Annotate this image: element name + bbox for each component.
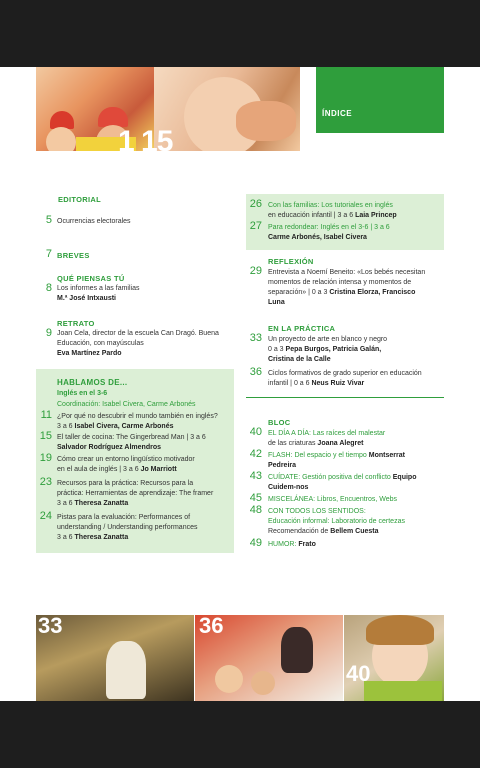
- entry-author: M.ª José Intxausti: [57, 295, 116, 302]
- entry-title: Ciclos formativos de grado superior en educación: [268, 370, 422, 377]
- child-bw-art-photo: [36, 615, 194, 701]
- toc-entry[interactable]: [57, 412, 218, 432]
- entry-title-cont: Educación, con mayúsculas: [57, 340, 144, 347]
- entry-author: Theresa Zanatta: [74, 500, 129, 507]
- section-retrato: RETRATO: [57, 319, 95, 328]
- entry-age: 3 a 6: [57, 423, 73, 430]
- entry-title: Con las familias: Los tutoriales en inglés: [268, 202, 393, 209]
- page-num: 48: [249, 504, 262, 516]
- teacher-figure: [281, 627, 313, 673]
- entry-title: Cómo crear un entorno lingüístico motivador: [57, 456, 195, 463]
- entry-author: Jo Marriott: [140, 466, 177, 473]
- entry-author-cont: Pedreira: [268, 462, 297, 469]
- entry-author: Pepa Burgos, Patricia Galán,: [285, 346, 382, 353]
- entry-title: Para redondear: Inglés en el 3-6 | 3 a 6: [268, 224, 390, 231]
- entry-author-cont: Luna: [268, 299, 285, 306]
- entry-author: Joana Alegret: [317, 440, 364, 447]
- toc-entry[interactable]: [268, 268, 425, 308]
- toc-entry[interactable]: MISCELÁNEA: Libros, Encuentros, Webs: [268, 496, 398, 503]
- toc-entry[interactable]: [268, 540, 316, 550]
- section-bloc: BLOC: [268, 418, 291, 427]
- entry-title: CUÍDATE: Gestión positiva del conflicto: [268, 474, 391, 481]
- entry-age: en el aula de inglés | 3 a 6: [57, 466, 139, 473]
- child-hand: [236, 101, 296, 141]
- entry-title-cont: práctica: Herramientas de aprendizaje: The framer: [57, 490, 214, 497]
- page-num: 29: [249, 265, 262, 277]
- entry-title-cont: Educación informal: Laboratorio de certezas: [268, 518, 405, 525]
- child-head: [215, 665, 243, 693]
- entry-author-cont: Cristina de la Calle: [268, 356, 331, 363]
- toc-entry[interactable]: Ocurrencias electorales: [57, 218, 131, 225]
- toc-entry[interactable]: [268, 335, 387, 365]
- page-num: 45: [249, 492, 262, 504]
- entry-age: separación» | 0 a 3: [268, 289, 328, 296]
- toc-entry[interactable]: [268, 201, 397, 221]
- toc-entry[interactable]: [57, 329, 219, 359]
- entry-title: ¿Por qué no descubrir el mundo también en inglés?: [57, 413, 218, 420]
- page-num: 23: [39, 476, 52, 488]
- bottom-bar: [0, 701, 480, 768]
- entry-author: Theresa Zanatta: [74, 534, 129, 541]
- entry-title: Entrevista a Noemí Beneito: «Los bebés necesitan: [268, 269, 426, 276]
- entry-title-cont: momentos de relación intensa y momentos de: [268, 279, 412, 286]
- toc-entry[interactable]: [57, 433, 206, 453]
- entry-title: EL DÍA A DÍA: Las raíces del malestar: [268, 430, 386, 437]
- page-num: 36: [249, 366, 262, 378]
- child-head: [251, 671, 275, 695]
- page-overlay-number: 40: [346, 661, 371, 686]
- entry-author: Frato: [298, 541, 316, 548]
- toc-entry[interactable]: [57, 455, 195, 475]
- page-num: 7: [45, 248, 52, 260]
- top-bar: [0, 0, 480, 67]
- green-shirt: [364, 681, 442, 701]
- toc-entry[interactable]: [268, 473, 416, 493]
- entry-title: Joan Cela, director de la escuela Can Dragó. Buena: [57, 330, 219, 337]
- hablamos-coordination: Coordinación: Isabel Civera, Carme Arbonés: [57, 401, 196, 408]
- page-num: 24: [39, 510, 52, 522]
- page-overlay-number: 36: [199, 615, 224, 638]
- entry-title-cont: en educación infantil | 3 a 6: [268, 212, 354, 219]
- entry-title-cont: understanding / Understanding performances: [57, 524, 198, 531]
- toc-entry[interactable]: [268, 507, 405, 537]
- toc-entry[interactable]: [268, 223, 390, 243]
- toc-entry[interactable]: [268, 429, 385, 449]
- entry-title: CON TODOS LOS SENTIDOS:: [268, 508, 366, 515]
- child-portrait-photo: [344, 615, 444, 701]
- magazine-page: [0, 67, 480, 701]
- index-banner: [316, 67, 444, 133]
- entry-author-cont: Cuidem-nos: [268, 484, 309, 491]
- entry-author: Salvador Rodríguez Almendros: [57, 444, 161, 451]
- page-num: 19: [39, 452, 52, 464]
- child-hair: [366, 615, 434, 645]
- page-num: 26: [249, 198, 262, 210]
- entry-age: 3 a 6: [57, 500, 73, 507]
- hablamos-subtitle: Inglés en el 3-6: [57, 390, 108, 397]
- section-practica: EN LA PRÁCTICA: [268, 324, 336, 333]
- toc-entry[interactable]: [57, 479, 213, 509]
- toc-entry[interactable]: [268, 369, 422, 389]
- page-num: 33: [249, 332, 262, 344]
- page-num: 43: [249, 470, 262, 482]
- page-num: 8: [45, 282, 52, 294]
- entry-title: HUMOR:: [268, 541, 297, 548]
- entry-author: Neus Ruiz Vivar: [311, 380, 365, 387]
- entry-title: Pistas para la evaluación: Performances of: [57, 514, 191, 521]
- page-num: 15: [39, 430, 52, 442]
- page-num: 9: [45, 327, 52, 339]
- section-breves[interactable]: BREVES: [57, 251, 90, 260]
- page-num: 27: [249, 220, 262, 232]
- entry-title-cont: Recomendación de: [268, 528, 329, 535]
- page-num: 40: [249, 426, 262, 438]
- entry-author: Isabel Civera, Carme Arbonés: [74, 423, 174, 430]
- child-cooking-photo: [154, 67, 300, 151]
- classroom-photo: [195, 615, 343, 701]
- page-overlay-number: 33: [38, 615, 63, 638]
- entry-title: Recursos para la práctica: Recursos para la: [57, 480, 194, 487]
- child-figure: [106, 641, 146, 699]
- entry-author: Carme Arbonés, Isabel Civera: [268, 234, 367, 241]
- child-face: [46, 127, 76, 151]
- entry-author: Bellem Cuesta: [330, 528, 379, 535]
- red-cap: [98, 107, 128, 127]
- index-title: ÍNDICE: [322, 109, 353, 118]
- entry-age: 0 a 3: [268, 346, 284, 353]
- divider: [246, 397, 444, 398]
- toc-entry[interactable]: [268, 451, 405, 471]
- entry-author: Equipo: [392, 474, 417, 481]
- entry-title: El taller de cocina: The Gingerbread Man | 3 a 6: [57, 434, 206, 441]
- entry-author: Montserrat: [368, 452, 405, 459]
- page-num: 5: [45, 214, 52, 226]
- page-num: 11: [40, 409, 52, 421]
- entry-title: Un proyecto de arte en blanco y negro: [268, 336, 388, 343]
- page-num: 42: [249, 448, 262, 460]
- entry-author: Eva Martínez Pardo: [57, 350, 122, 357]
- entry-age: 3 a 6: [57, 534, 73, 541]
- entry-title: Los informes a las familias: [57, 285, 140, 292]
- page-number-overlay: 1 15: [118, 125, 173, 158]
- section-reflexion: REFLEXIÓN: [268, 257, 314, 266]
- section-que-piensas: QUÉ PIENSAS TÚ: [57, 274, 125, 283]
- entry-age: infantil | 0 a 6: [268, 380, 310, 387]
- section-editorial: EDITORIAL: [58, 195, 101, 204]
- entry-author: Laia Princep: [355, 212, 397, 219]
- toc-entry[interactable]: [57, 513, 197, 543]
- page-num: 49: [249, 537, 262, 549]
- entry-author: Cristina Elorza, Francisco: [329, 289, 416, 296]
- entry-title: FLASH: Del espacio y el tiempo: [268, 452, 367, 459]
- section-hablamos: HABLAMOS DE...: [57, 378, 128, 387]
- entry-title-cont: de las criaturas: [268, 440, 316, 447]
- toc-entry[interactable]: [57, 284, 139, 304]
